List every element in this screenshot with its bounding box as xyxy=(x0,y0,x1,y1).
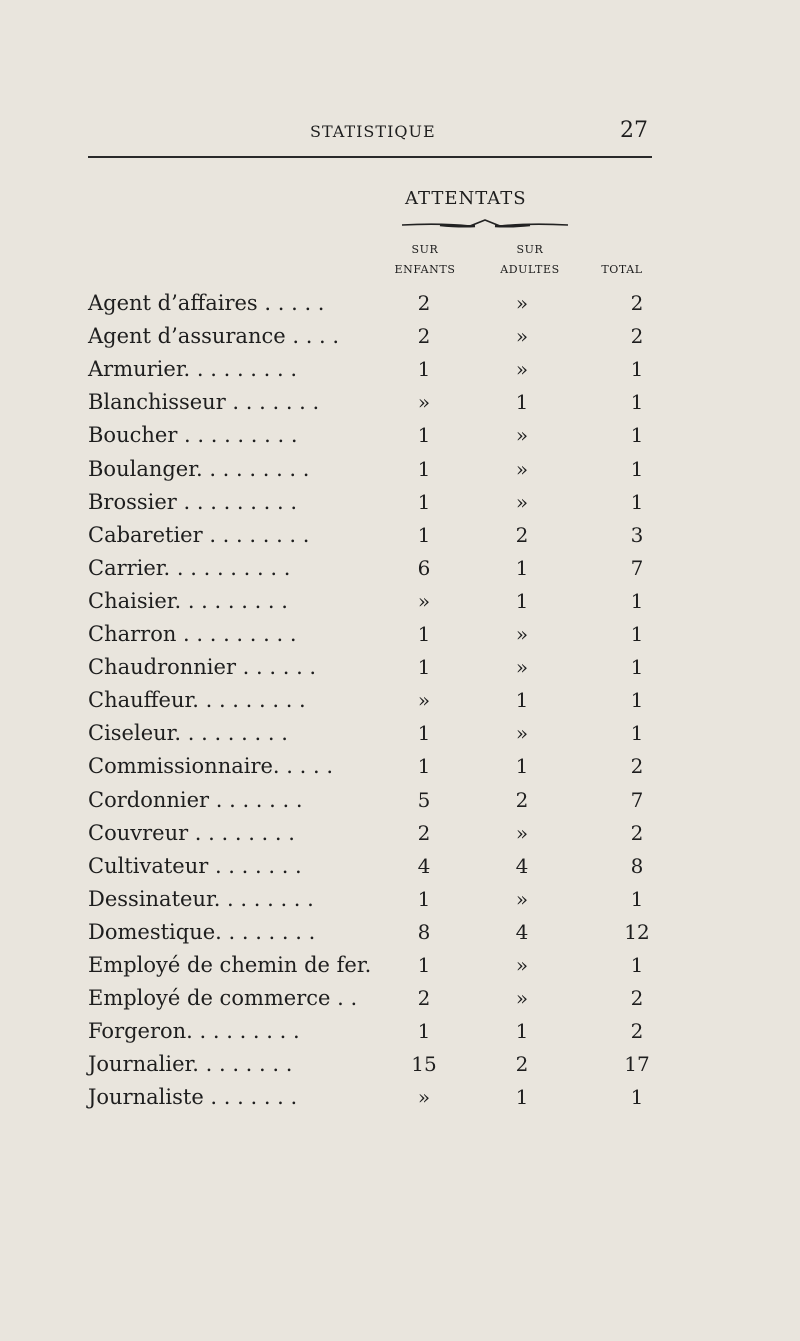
adultes-value: 1 xyxy=(515,588,529,613)
column-header-total: TOTAL xyxy=(601,263,643,276)
adultes-value: » xyxy=(515,291,529,315)
adultes-value: » xyxy=(515,655,529,680)
total-value: 2 xyxy=(630,1019,644,1044)
section-title: ATTENTATS xyxy=(405,188,527,209)
adultes-value: 1 xyxy=(515,1085,529,1110)
enfants-value: 1 xyxy=(417,1019,431,1044)
adultes-value: 4 xyxy=(515,853,529,878)
enfants-value: 5 xyxy=(417,787,431,812)
table-row xyxy=(0,386,800,419)
occupation-label: Ciseleur. . . . . . . . . xyxy=(88,721,288,746)
enfants-value: » xyxy=(417,1085,431,1110)
occupation-label: Chaisier. . . . . . . . . xyxy=(88,588,288,613)
occupation-label: Armurier. . . . . . . . . xyxy=(88,357,298,382)
enfants-value: 2 xyxy=(417,820,431,845)
table-row xyxy=(0,320,800,353)
enfants-value: 4 xyxy=(417,853,431,878)
total-value: 12 xyxy=(624,919,650,944)
total-value: 2 xyxy=(630,324,644,349)
table-row xyxy=(0,585,800,618)
occupation-label: Cabaretier . . . . . . . . xyxy=(88,522,310,547)
enfants-value: 1 xyxy=(417,489,431,514)
occupation-label: Forgeron. . . . . . . . . xyxy=(88,1019,300,1044)
occupation-label: Couvreur . . . . . . . . xyxy=(88,820,295,845)
adultes-value: » xyxy=(515,357,529,382)
table-row xyxy=(0,1015,800,1048)
adultes-value: » xyxy=(515,456,529,481)
occupation-label: Journaliste . . . . . . . xyxy=(88,1085,298,1110)
total-value: 2 xyxy=(630,291,644,315)
enfants-value: 1 xyxy=(417,886,431,911)
table-row xyxy=(0,784,800,817)
enfants-value: 1 xyxy=(417,522,431,547)
occupation-label: Carrier. . . . . . . . . . xyxy=(88,555,291,580)
table-row xyxy=(0,982,800,1015)
adultes-value: 2 xyxy=(515,787,529,812)
total-value: 3 xyxy=(630,522,644,547)
table-row xyxy=(0,618,800,651)
enfants-value: » xyxy=(417,588,431,613)
total-value: 2 xyxy=(630,986,644,1011)
occupation-label: Cordonnier . . . . . . . xyxy=(88,787,303,812)
adultes-value: 1 xyxy=(515,1019,529,1044)
column-header-adultes: SUR ADULTES xyxy=(500,243,560,276)
total-value: 7 xyxy=(630,787,644,812)
enfants-value: 1 xyxy=(417,754,431,779)
enfants-value: 2 xyxy=(417,986,431,1011)
adultes-value: » xyxy=(515,953,529,977)
total-value: 1 xyxy=(630,655,644,680)
total-value: 2 xyxy=(630,820,644,845)
enfants-value: 1 xyxy=(417,953,431,977)
occupation-label: Chaudronnier . . . . . . xyxy=(88,655,317,680)
total-value: 1 xyxy=(630,721,644,746)
enfants-value: 1 xyxy=(417,655,431,680)
total-value: 1 xyxy=(630,456,644,481)
enfants-value: 1 xyxy=(417,423,431,448)
total-value: 17 xyxy=(624,1052,650,1077)
occupation-label: Boulanger. . . . . . . . . xyxy=(88,456,310,481)
table-row xyxy=(0,850,800,883)
enfants-value: 6 xyxy=(417,555,431,580)
enfants-value: 2 xyxy=(417,324,431,349)
occupation-label: Commissionnaire. . . . . xyxy=(88,754,333,779)
occupation-label: Cultivateur . . . . . . . xyxy=(88,853,302,878)
occupation-label: Brossier . . . . . . . . . xyxy=(88,489,298,514)
total-value: 7 xyxy=(630,555,644,580)
page-number: 27 xyxy=(620,118,648,143)
table-row xyxy=(0,949,800,982)
adultes-value: 4 xyxy=(515,919,529,944)
adultes-value: » xyxy=(515,820,529,845)
occupation-label: Agent d’assurance . . . . xyxy=(88,324,340,349)
table-row xyxy=(0,817,800,850)
adultes-value: » xyxy=(515,489,529,514)
table-row xyxy=(0,486,800,519)
enfants-value: 1 xyxy=(417,456,431,481)
occupation-label: Employé de commerce . . xyxy=(88,986,358,1011)
adultes-value: » xyxy=(515,324,529,349)
enfants-value: 1 xyxy=(417,357,431,382)
table-row xyxy=(0,353,800,386)
adultes-value: 2 xyxy=(515,522,529,547)
column-header-enfants: SUR ENFANTS xyxy=(394,243,456,276)
table-row xyxy=(0,1081,800,1114)
table-row xyxy=(0,717,800,750)
total-value: 1 xyxy=(630,489,644,514)
ornament-rule xyxy=(400,218,570,232)
occupation-label: Agent d’affaires . . . . . xyxy=(88,291,325,315)
adultes-value: » xyxy=(515,986,529,1011)
table-row xyxy=(0,883,800,916)
table-row xyxy=(0,287,800,320)
enfants-value: 15 xyxy=(411,1052,437,1077)
adultes-value: » xyxy=(515,886,529,911)
table-row xyxy=(0,453,800,486)
table-row xyxy=(0,552,800,585)
table-row xyxy=(0,750,800,783)
total-value: 1 xyxy=(630,886,644,911)
total-value: 2 xyxy=(630,754,644,779)
table-row xyxy=(0,651,800,684)
enfants-value: 8 xyxy=(417,919,431,944)
total-value: 1 xyxy=(630,688,644,713)
table-row xyxy=(0,1048,800,1081)
total-value: 1 xyxy=(630,423,644,448)
total-value: 1 xyxy=(630,588,644,613)
total-value: 1 xyxy=(630,357,644,382)
occupation-label: Charron . . . . . . . . . xyxy=(88,622,297,646)
table-row xyxy=(0,684,800,717)
table-row xyxy=(0,916,800,949)
adultes-value: 1 xyxy=(515,688,529,713)
enfants-value: » xyxy=(417,688,431,713)
occupation-label: Chauffeur. . . . . . . . . xyxy=(88,688,306,713)
enfants-value: 1 xyxy=(417,721,431,746)
occupation-label: Dessinateur. . . . . . . . xyxy=(88,886,314,911)
adultes-value: » xyxy=(515,721,529,746)
occupation-label: Employé de chemin de fer. xyxy=(88,953,372,977)
adultes-value: » xyxy=(515,622,529,646)
occupation-label: Domestique. . . . . . . . xyxy=(88,919,316,944)
occupation-label: Boucher . . . . . . . . . xyxy=(88,423,298,448)
adultes-value: 1 xyxy=(515,390,529,415)
total-value: 1 xyxy=(630,953,644,977)
enfants-value: 2 xyxy=(417,291,431,315)
enfants-value: 1 xyxy=(417,622,431,646)
table-row xyxy=(0,519,800,552)
adultes-value: 2 xyxy=(515,1052,529,1077)
adultes-value: 1 xyxy=(515,555,529,580)
header-rule xyxy=(88,156,652,158)
table-row xyxy=(0,419,800,452)
total-value: 1 xyxy=(630,1085,644,1110)
total-value: 1 xyxy=(630,390,644,415)
total-value: 8 xyxy=(630,853,644,878)
total-value: 1 xyxy=(630,622,644,646)
occupation-label: Journalier. . . . . . . . xyxy=(88,1052,293,1077)
running-header: STATISTIQUE xyxy=(310,122,436,141)
adultes-value: 1 xyxy=(515,754,529,779)
adultes-value: » xyxy=(515,423,529,448)
occupation-label: Blanchisseur . . . . . . . xyxy=(88,390,320,415)
enfants-value: » xyxy=(417,390,431,415)
